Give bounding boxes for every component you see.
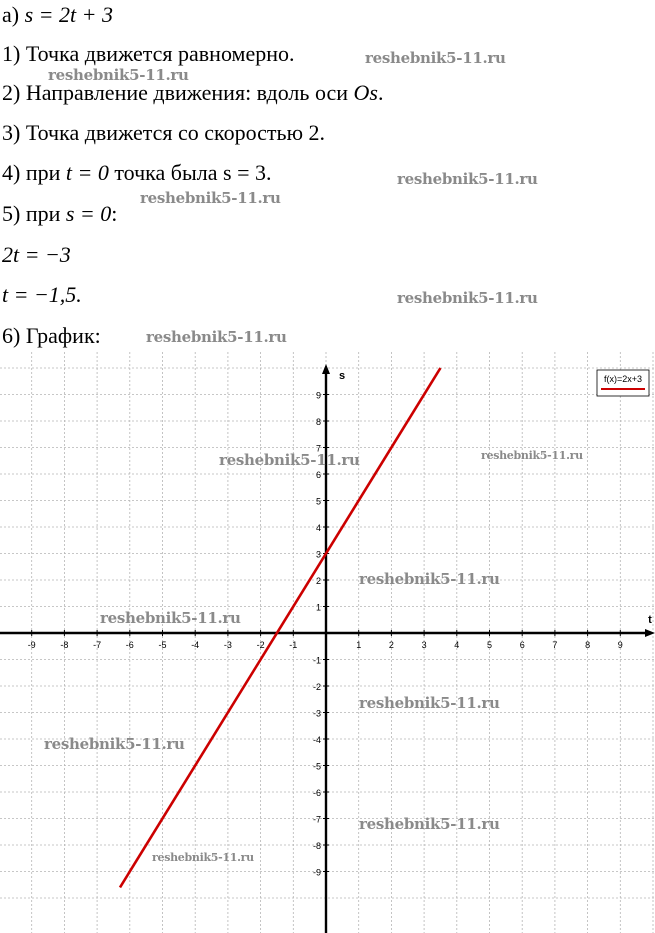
y-tick-label: -8	[312, 841, 321, 851]
step-1	[2, 41, 295, 67]
step-2-suffix: .	[377, 80, 384, 105]
y-tick-label: -4	[312, 735, 321, 745]
x-tick-label: 7	[552, 640, 558, 650]
y-tick-label: -1	[312, 655, 321, 666]
step-8	[2, 323, 101, 349]
watermark: reshebnik5-11.ru	[397, 289, 538, 307]
graph	[0, 352, 655, 933]
watermark: reshebnik5-11.ru	[481, 449, 583, 462]
x-tick-label: 9	[617, 640, 623, 650]
watermark: reshebnik5-11.ru	[146, 328, 287, 346]
watermark: reshebnik5-11.ru	[152, 851, 254, 864]
step-2-text: 2) Направление движения: вдоль оси	[2, 80, 354, 105]
watermark: reshebnik5-11.ru	[365, 49, 506, 67]
watermark: reshebnik5-11.ru	[359, 570, 500, 588]
step-5	[2, 201, 117, 227]
x-axis-arrow	[645, 629, 655, 637]
header-line	[2, 2, 113, 28]
x-tick-label: -6	[125, 640, 134, 650]
step-5-suffix: :	[111, 201, 118, 226]
step-3-text: 3) Точка движется со скоростью 2.	[2, 120, 326, 145]
y-tick-label: -7	[312, 814, 321, 825]
x-tick-label: -7	[93, 640, 102, 650]
y-tick-label: 5	[315, 496, 321, 507]
x-tick-label: 4	[454, 640, 460, 650]
step-6	[2, 242, 71, 268]
y-tick-label: 9	[315, 390, 321, 401]
x-tick-label: -5	[158, 640, 167, 650]
step-4-suffix: точка была s = 3.	[108, 160, 272, 185]
watermark: reshebnik5-11.ru	[219, 451, 360, 469]
x-tick-label: 1	[356, 640, 362, 650]
x-tick-label: 2	[388, 640, 394, 650]
y-tick-label: 4	[315, 523, 321, 533]
watermark: reshebnik5-11.ru	[359, 694, 500, 712]
y-tick-label: 7	[315, 443, 321, 454]
watermark: reshebnik5-11.ru	[397, 170, 538, 188]
step-7	[2, 282, 82, 308]
step-5-math: s = 0	[65, 201, 112, 226]
x-tick-label: -4	[191, 640, 200, 650]
step-3	[2, 120, 325, 146]
x-tick-label: -3	[223, 640, 232, 650]
step-1-text: 1) Точка движется равномерно.	[2, 41, 295, 66]
y-tick-label: -3	[312, 708, 321, 719]
legend-label: f(x)=2x+3	[603, 374, 643, 384]
y-tick-label: 6	[315, 470, 321, 480]
y-tick-label: 1	[315, 602, 321, 613]
step-8-text: 6) График:	[2, 323, 101, 348]
legend	[597, 370, 649, 396]
y-tick-label: -5	[312, 761, 321, 772]
x-axis-label: t	[648, 614, 652, 626]
x-tick-label: 5	[486, 640, 493, 650]
x-tick-label: -8	[60, 640, 69, 650]
x-tick-label: 3	[421, 640, 427, 650]
y-axis-arrow	[322, 364, 330, 374]
y-axis-label: s	[338, 370, 346, 382]
header-label: а)	[2, 2, 25, 27]
y-tick-label: 8	[315, 417, 321, 427]
step-5-text: 5) при	[2, 201, 66, 226]
y-tick-label: -6	[312, 788, 321, 798]
watermark: reshebnik5-11.ru	[359, 815, 500, 833]
x-tick-label: -2	[256, 640, 265, 650]
watermark: reshebnik5-11.ru	[44, 735, 185, 753]
y-tick-label: 2	[315, 576, 321, 586]
x-tick-label: 8	[585, 640, 591, 650]
y-tick-label: -2	[312, 682, 321, 692]
y-tick-label: -9	[312, 867, 321, 878]
step-6-math: 2t = −3	[2, 242, 71, 267]
step-2-math: Os	[353, 80, 378, 105]
header-formula: s = 2t + 3	[24, 2, 113, 27]
step-4-text: 4) при	[2, 160, 66, 185]
watermark: reshebnik5-11.ru	[140, 189, 281, 207]
y-tick-label: 3	[315, 549, 321, 560]
watermark: reshebnik5-11.ru	[100, 609, 241, 627]
step-4-math: t = 0	[65, 160, 109, 185]
step-4	[2, 160, 271, 186]
watermark: reshebnik5-11.ru	[48, 66, 189, 84]
step-7-math: t = −1,5.	[2, 282, 82, 307]
series	[120, 368, 440, 887]
x-tick-label: -1	[289, 640, 298, 650]
x-tick-label: 6	[519, 640, 525, 650]
series-line	[120, 368, 440, 887]
x-tick-label: -9	[27, 640, 36, 650]
